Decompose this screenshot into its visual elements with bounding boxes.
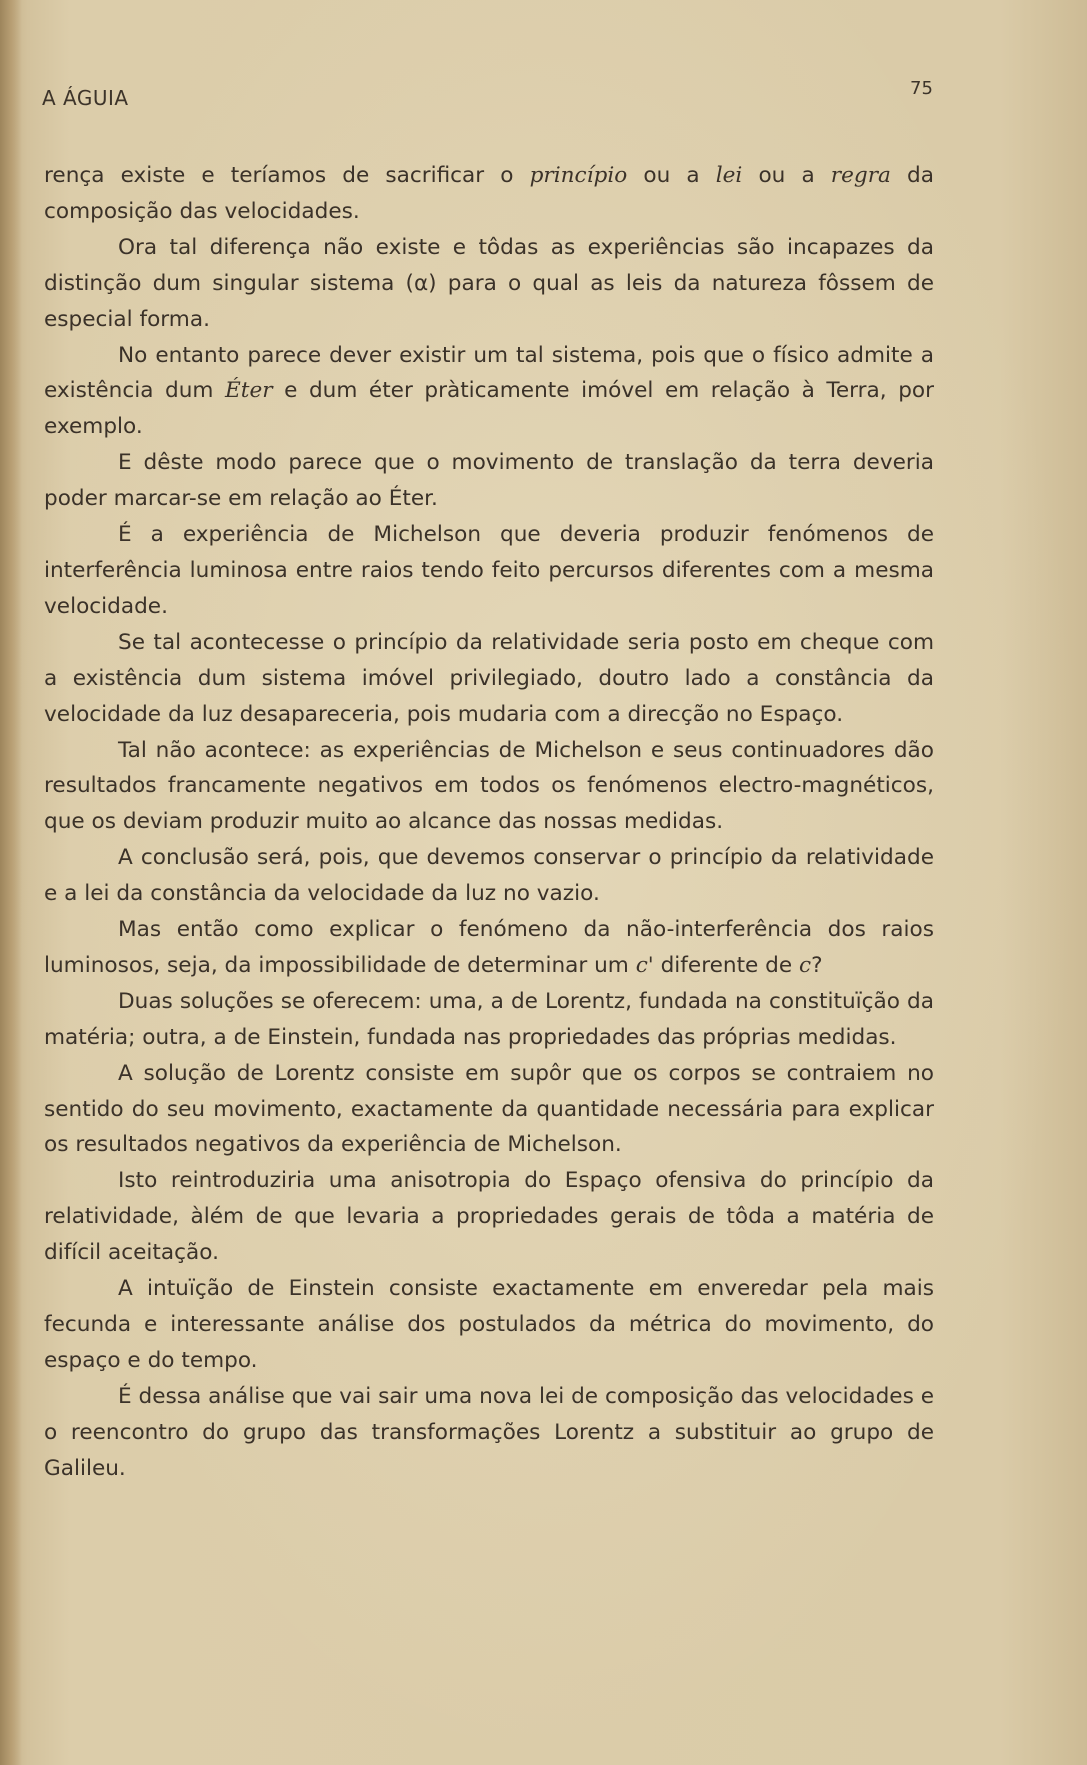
paragraph-11: A solução de Lorentz consiste em supôr que os corpos se contraiem no sentido do seu movimento, exactamente da quantidade necessária para explicar os resultados negativos da experiência de Michelson.	[44, 1060, 934, 1158]
paragraph-14: É dessa análise que vai sair uma nova lei de composição das velocidades e o reencontro do grupo das transformações Lorentz a substituir ao grupo de Galileu.	[44, 1383, 934, 1481]
paragraph-10: Duas soluções se oferecem: uma, a de Lorentz, fundada na constituïção da matéria; outra, a de Einstein, fundada nas propriedades das próprias medidas.	[44, 988, 934, 1050]
paragraph-12: Isto reintroduziria uma anisotropia do Espaço ofensiva do princípio da relatividade, àlém de que levaria a propriedades gerais de tôda a matéria de difícil aceitação.	[44, 1168, 934, 1266]
paragraph-2: Ora tal diferença não existe e tôdas as experiências são incapazes da distinção dum singular sistema (α) para o qual as leis da natureza fôssem de especial forma.	[44, 234, 934, 332]
paragraph-8: A conclusão será, pois, que devemos conservar o princípio da relatividade e a lei da constância da velocidade da luz no vazio.	[44, 845, 934, 907]
italic-eter: Éter	[225, 378, 273, 404]
paragraph-9-text-a: Mas então como explicar o fenómeno da não-interferência dos raios luminosos, seja, da impossibilidade de determinar um	[44, 917, 934, 978]
paragraph-1	[44, 158, 934, 230]
paragraph-1-text-d: da composição das velocidades.	[44, 163, 934, 224]
paragraph-3-text-a: No entanto parece dever existir um tal sistema, pois que o físico admite a existência dum	[44, 342, 934, 404]
italic-regra: regra	[830, 163, 891, 188]
paragraph-3-text-b: e dum éter pràticamente imóvel em relação à Terra, por exemplo.	[44, 378, 934, 440]
paragraph-1-text-a: rença existe e teríamos de sacrificar o	[44, 163, 530, 188]
paragraph-9-text-b: diferente de	[653, 952, 800, 978]
paragraph-1-text-c: ou a	[742, 163, 831, 188]
paragraph-1-text-b: ou a	[627, 163, 716, 188]
italic-c: c	[799, 952, 812, 978]
body-text	[44, 158, 934, 1487]
running-title: A ÁGUIA	[42, 86, 129, 110]
paragraph-9	[44, 912, 934, 984]
paragraph-5: É a experiência de Michelson que deveria produzir fenómenos de interferência luminosa entre raios tendo feito percursos diferentes com a mesma velocidade.	[44, 522, 934, 619]
page-edge-shadow	[0, 0, 22, 1765]
paragraph-6: Se tal acontecesse o princípio da relatividade seria posto em cheque com a existência dum sistema imóvel privilegiado, doutro lado a constância da velocidade da luz desapareceria, pois mudaria com a direcção no Espaço.	[44, 629, 934, 727]
paragraph-9-text-c: ?	[811, 952, 823, 978]
paragraph-13: A intuïção de Einstein consiste exactamente em enveredar pela mais fecunda e interessante análise dos postulados da métrica do movimento, do espaço e do tempo.	[44, 1276, 934, 1373]
paragraph-4: E dêste modo parece que o movimento de translação da terra deveria poder marcar-se em relação ao Éter.	[44, 450, 934, 512]
italic-c-prime: c'	[635, 952, 654, 978]
paragraph-3	[44, 338, 934, 446]
italic-lei: lei	[715, 163, 743, 188]
paragraph-7: Tal não acontece: as experiências de Michelson e seus continuadores dão resultados francamente negativos em todos os fenómenos electro-magnéticos, que os deviam produzir muito ao alcance das nossas medidas.	[44, 737, 934, 835]
page-header	[42, 78, 942, 112]
page-number: 75	[910, 78, 933, 99]
italic-principio: princípio	[529, 163, 628, 188]
